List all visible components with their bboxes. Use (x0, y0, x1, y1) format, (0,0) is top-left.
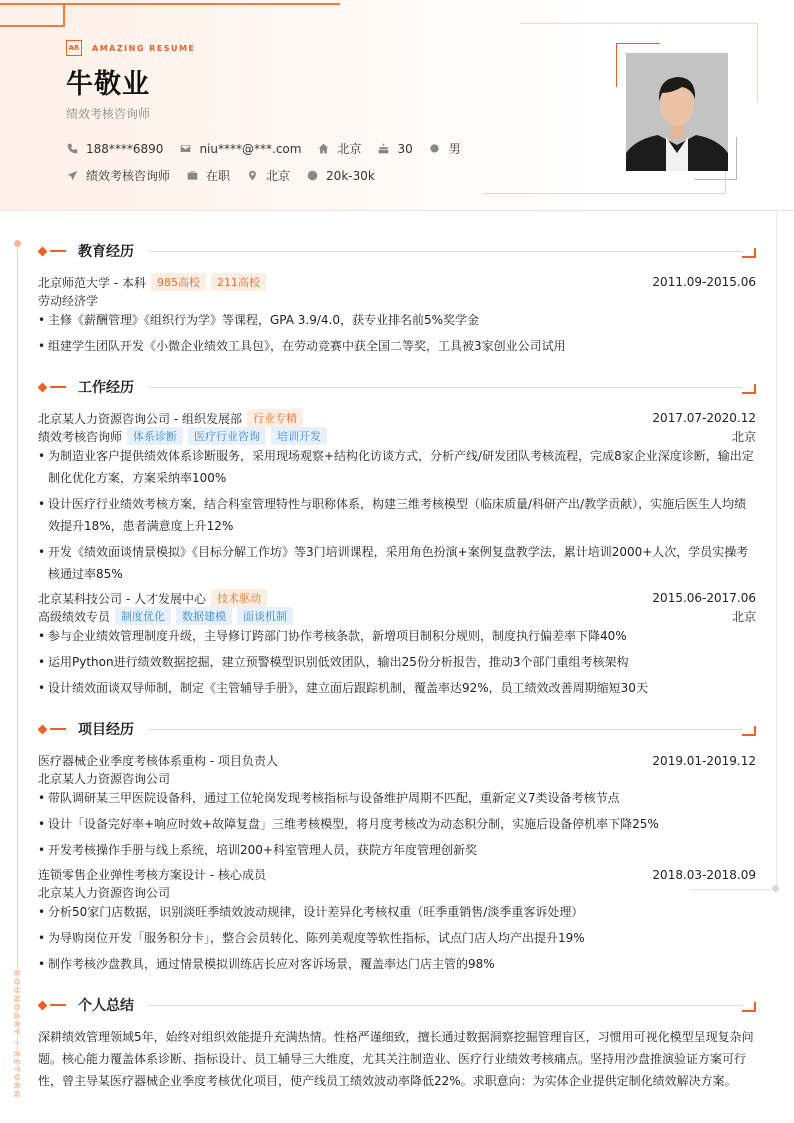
job-role: 高级绩效专员 (38, 609, 111, 624)
target-city: 北京 (266, 169, 291, 183)
accent-dash (50, 250, 66, 252)
skill-tag: 医疗行业咨询 (188, 427, 266, 445)
corner-mark (742, 248, 756, 258)
list-item: • 分析50家门店数据，识别淡旺季绩效波动规律，设计差异化考核权重（旺季重销售/淡季重客诉处理） (38, 901, 756, 923)
list-item: • 制作考核沙盘教具，通过情景模拟训练店长应对客诉场景，覆盖率达门店主管的98% (38, 953, 756, 975)
email-info (179, 142, 301, 156)
list-item: • 设计医疗行业绩效考核方案，结合科室管理特性与职称体系，构建三维考核模型（临床质量/科研产出/教学贡献），实施后医生人均绩效提升18%，患者满意度上升12% (38, 493, 756, 537)
section-divider (148, 387, 742, 388)
skill-tag: 培训开发 (271, 427, 327, 445)
job-header (38, 409, 756, 427)
job-status: 在职 (206, 169, 231, 183)
section-title: 个人总结 (78, 998, 134, 1014)
contact-info-row (66, 140, 477, 157)
phone-number: 188****6890 (86, 141, 164, 156)
job-role-row (38, 607, 756, 625)
company-name: 北京某人力资源咨询公司 - 组织发展部 (38, 411, 242, 426)
email-address: niu****@***.com (199, 141, 302, 156)
project-name: 医疗器械企业季度考核体系重构 - 项目负责人 (38, 754, 278, 768)
section-divider (148, 1005, 742, 1006)
money-icon (306, 170, 318, 182)
gender-info (429, 140, 461, 157)
section-title: 教育经历 (78, 244, 134, 260)
school-tag: 985高校 (151, 273, 206, 291)
diamond-icon (38, 246, 48, 256)
target-position-info (66, 167, 170, 184)
section-title: 项目经历 (78, 722, 134, 738)
corner-mark (742, 726, 756, 736)
job-info-row (66, 167, 391, 184)
school-tag: 211高校 (211, 273, 266, 291)
briefcase-icon (186, 170, 198, 182)
job-city: 北京 (731, 429, 756, 444)
skill-tag: 体系诊断 (127, 427, 183, 445)
diamond-icon (38, 382, 48, 392)
skill-tag: 面谈机制 (237, 607, 293, 625)
summary-text: 深耕绩效管理领域5年，始终对组织效能提升充满热情。性格严谨细致，擅长通过数据洞察挖掘管理盲区，习惯用可视化模型呈现复杂问题。核心能力覆盖体系诊断、指标设计、员工辅导三大维度，尤其关注制造业、医疗行业绩效考核痛点。坚持用沙盘推演验证方案可行性，曾主导某医疗器械企业季度考核优化项目，使产线员工绩效波动率降低22%。求职意向：为实体企业提供定制化绩效解决方案。 (38, 1030, 754, 1088)
mail-icon (179, 143, 191, 155)
section-divider (148, 729, 742, 730)
phone-icon (66, 143, 78, 155)
job-city: 北京 (731, 609, 756, 624)
expected-salary: 20k-30k (326, 168, 375, 183)
list-item: • 为导购岗位开发「服务积分卡」，整合会员转化、陈列美观度等软性指标，试点门店人均产出提升19% (38, 927, 756, 949)
section-title: 工作经历 (78, 380, 134, 396)
project-date: 2019.01-2019.12 (652, 753, 756, 768)
list-item: • 运用Python进行绩效数据挖掘，建立预警模型识别低效团队，输出25份分析报告，推动3个部门重组考核架构 (38, 651, 756, 673)
brand-logo (66, 40, 195, 56)
accent-dash (50, 386, 66, 388)
list-item: • 开发《绩效面谈情景模拟》《目标分解工作坊》等3门培训课程，采用角色扮演+案例复盘教学法，累计培训2000+人次，学员实操考核通过率85% (38, 541, 756, 585)
company-tag: 行业专精 (247, 409, 303, 427)
list-item: • 开发考核操作手册与线上系统，培训200+科室管理人员，获院方年度管理创新奖 (38, 839, 756, 861)
logo-mark: AR (66, 40, 82, 56)
home-city: 北京 (337, 142, 362, 156)
corner-mark (742, 1002, 756, 1012)
diamond-icon (38, 724, 48, 734)
logo-text: AMAZING RESUME (92, 43, 196, 53)
education-section-header (38, 243, 756, 259)
education-entry (38, 273, 756, 291)
target-position: 绩效考核咨询师 (86, 169, 171, 183)
timeline-line (17, 244, 18, 1094)
list-item: • 参与企业绩效管理制度升级，主导修订跨部门协作考核条款，新增项目制积分规则，制度执行偏差率下降40% (38, 625, 756, 647)
school-name: 北京师范大学 - 本科 (38, 275, 146, 290)
corner-decoration (0, 25, 64, 27)
profile-photo (626, 53, 728, 171)
job-header (38, 589, 756, 607)
corner-decoration (0, 3, 340, 5)
project-org: 北京某人力资源咨询公司 (38, 886, 171, 900)
frame-decoration (616, 43, 617, 87)
timeline-dot (14, 240, 21, 247)
major: 劳动经济学 (38, 294, 99, 308)
home-city-info (317, 140, 361, 157)
target-city-info (246, 167, 290, 184)
skill-tag: 制度优化 (115, 607, 171, 625)
side-caption: BOUNDARY / RETURN (12, 970, 21, 1100)
project-name: 连锁零售企业弹性考核方案设计 - 核心成员 (38, 868, 266, 882)
right-border-line (690, 889, 772, 890)
corner-mark (742, 384, 756, 394)
project-header (38, 866, 756, 883)
skill-tag: 数据建模 (176, 607, 232, 625)
frame-decoration (616, 43, 660, 44)
send-icon (66, 170, 78, 182)
home-icon (317, 143, 329, 155)
resume-header (0, 0, 794, 211)
candidate-title: 绩效考核咨询师 (66, 107, 151, 121)
frame-decoration (736, 137, 737, 180)
company-name: 北京某科技公司 - 人才发展中心 (38, 591, 206, 606)
project-date: 2018.03-2018.09 (652, 867, 756, 882)
summary-section-header (38, 997, 756, 1013)
frame-decoration (520, 23, 758, 24)
frame-decoration (694, 179, 737, 180)
job-date: 2017.07-2020.12 (652, 411, 756, 425)
gender: 男 (448, 142, 461, 156)
frame-decoration (482, 193, 726, 194)
work-section-header (38, 379, 756, 395)
project-org: 北京某人力资源咨询公司 (38, 772, 171, 786)
location-icon (246, 170, 258, 182)
job-date: 2015.06-2017.06 (652, 591, 756, 605)
list-item: • 设计「设备完好率+响应时效+故障复盘」三维考核模型，将月度考核改为动态积分制，实施后设备停机率下降25% (38, 813, 756, 835)
projects-section-header (38, 721, 756, 737)
candidate-name: 牛敬业 (66, 69, 150, 100)
salary-info (306, 169, 375, 183)
status-info (186, 167, 230, 184)
corner-decoration (63, 3, 65, 27)
right-border-line (776, 210, 777, 890)
list-item: • 主修《薪酬管理》《组织行为学》等课程，GPA 3.9/4.0，获专业排名前5%奖学金 (38, 309, 756, 331)
age-info (377, 142, 412, 156)
accent-dash (50, 728, 66, 730)
list-item: • 设计绩效面谈双导师制，制定《主管辅导手册》，建立面后跟踪机制，覆盖率达92%，员工绩效改善周期缩短30天 (38, 677, 756, 699)
education-date: 2011.09-2015.06 (652, 275, 756, 289)
diamond-icon (38, 1000, 48, 1010)
gender-icon (429, 143, 441, 155)
company-tag: 技术驱动 (211, 589, 267, 607)
cake-icon (377, 143, 389, 155)
job-role-row (38, 427, 756, 445)
list-item: • 带队调研某三甲医院设备科，通过工位轮岗发现考核指标与设备维护周期不匹配，重新定义7类设备考核节点 (38, 787, 756, 809)
age: 30 (397, 141, 413, 156)
accent-dash (50, 1004, 66, 1006)
job-role: 绩效考核咨询师 (38, 429, 123, 444)
project-header (38, 752, 756, 769)
phone-info (66, 142, 163, 156)
frame-decoration (757, 23, 758, 103)
list-item: • 组建学生团队开发《小微企业绩效工具包》，在劳动竞赛中获全国二等奖，工具被3家创业公司试用 (38, 335, 756, 357)
list-item: • 为制造业客户提供绩效体系诊断服务，采用现场观察+结构化访谈方式，分析产线/研发团队考核流程，完成8家企业深度诊断，输出定制化优化方案，方案采纳率100% (38, 445, 756, 489)
section-divider (148, 251, 742, 252)
right-border-dot (772, 885, 779, 892)
